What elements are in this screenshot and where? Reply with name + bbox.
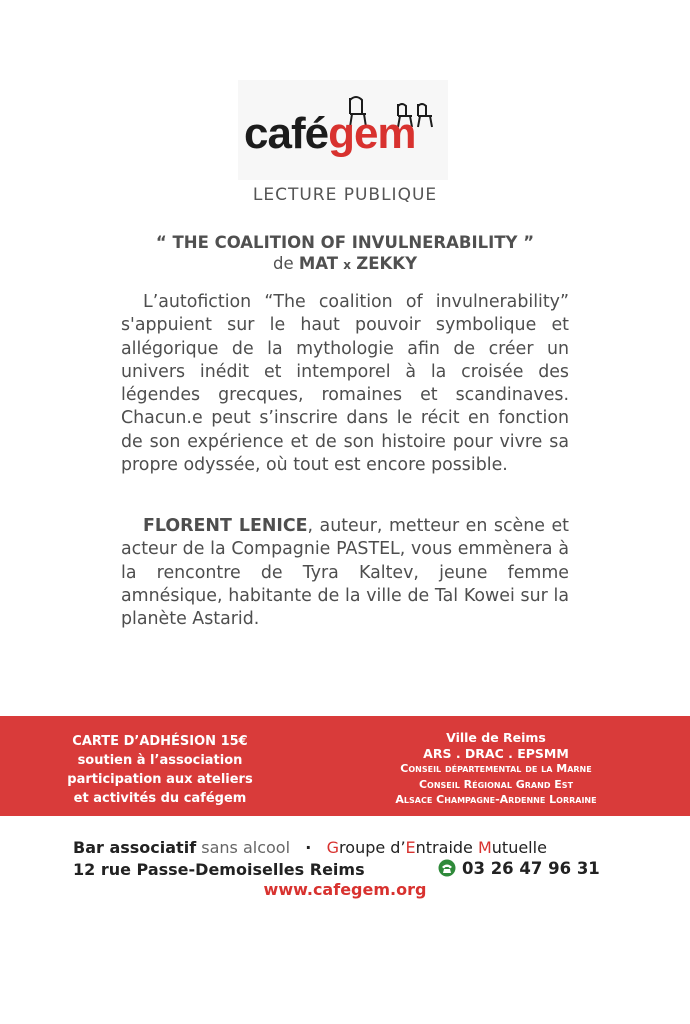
- separator: ·: [305, 838, 312, 857]
- phone-text: 03 26 47 96 31: [462, 859, 600, 878]
- description-text: L’autofiction “The coalition of invulnerability” s'appuient sur le haut pouvoir symbolique et allégorique de la mythologie afin de créer un univers inédit et intemporel à la croisée des légendes grecques, romaines et scandinaves. Chacun.e peut s’inscrire dans le récit en fonction de son expérience et de son histoire pour vivre sa propre odyssée, où tout est encore possible.: [121, 292, 569, 476]
- logo-wordmark: [244, 109, 416, 158]
- author-1: MAT: [298, 254, 339, 273]
- gem-m: M: [477, 838, 492, 857]
- bar-label: Bar associatif: [73, 838, 197, 857]
- gem-e: E: [405, 838, 416, 857]
- gem-text-3: utuelle: [491, 838, 547, 857]
- footer-tagline: [73, 838, 633, 857]
- performer-name: FLORENT LENICE: [143, 516, 308, 536]
- description-paragraph: [121, 291, 569, 477]
- partner-department: Conseil départemental de la Marne: [400, 762, 592, 775]
- gem-text-2: ntraide: [415, 838, 478, 857]
- phone-number[interactable]: [438, 859, 600, 878]
- membership-info: [55, 732, 265, 808]
- cafegem-logo: [238, 80, 448, 180]
- author-2: ZEKKY: [356, 254, 418, 273]
- event-byline: [0, 253, 690, 276]
- partner-region-full: Alsace Champagne-Ardenne Lorraine: [395, 793, 597, 806]
- membership-line-4: et activités du cafégem: [73, 791, 247, 806]
- membership-line-2: soutien à l’association: [77, 753, 243, 768]
- performer-paragraph: [121, 515, 569, 631]
- partner-agencies: ARS . DRAC . EPSMM: [423, 745, 569, 761]
- gem-g: G: [326, 838, 340, 857]
- logo-cafe: café: [244, 109, 329, 158]
- bar-subtitle: sans alcool: [201, 838, 291, 857]
- event-title: “ THE COALITION OF INVULNERABILITY ”: [155, 233, 535, 252]
- membership-line-3: participation aux ateliers: [67, 772, 253, 787]
- phone-icon: [438, 859, 456, 877]
- logo-gem: gem: [328, 109, 416, 158]
- partner-region: Conseil Régional Grand Est: [418, 777, 574, 791]
- performer-text: , auteur, metteur en scène et acteur de la Compagnie PASTEL, vous emmènera à la rencontre de Tyra Kaltev, jeune femme amnésique, habitante de la ville de Tal Kowei sur la planète Astarid.: [121, 516, 569, 630]
- website-link[interactable]: www.cafegem.org: [263, 880, 427, 899]
- info-band: [0, 716, 690, 816]
- partners-info: [362, 730, 630, 808]
- byline-joiner: x: [343, 258, 352, 272]
- event-type: LECTURE PUBLIQUE: [252, 185, 438, 205]
- partner-city: Ville de Reims: [446, 730, 546, 745]
- address: 12 rue Passe-Demoiselles Reims: [73, 860, 365, 879]
- byline-prefix: de: [272, 254, 294, 273]
- membership-price: CARTE D’ADHÉSION 15€: [72, 734, 248, 749]
- gem-acronym: [327, 838, 547, 857]
- gem-text-1: roupe d’: [339, 838, 406, 857]
